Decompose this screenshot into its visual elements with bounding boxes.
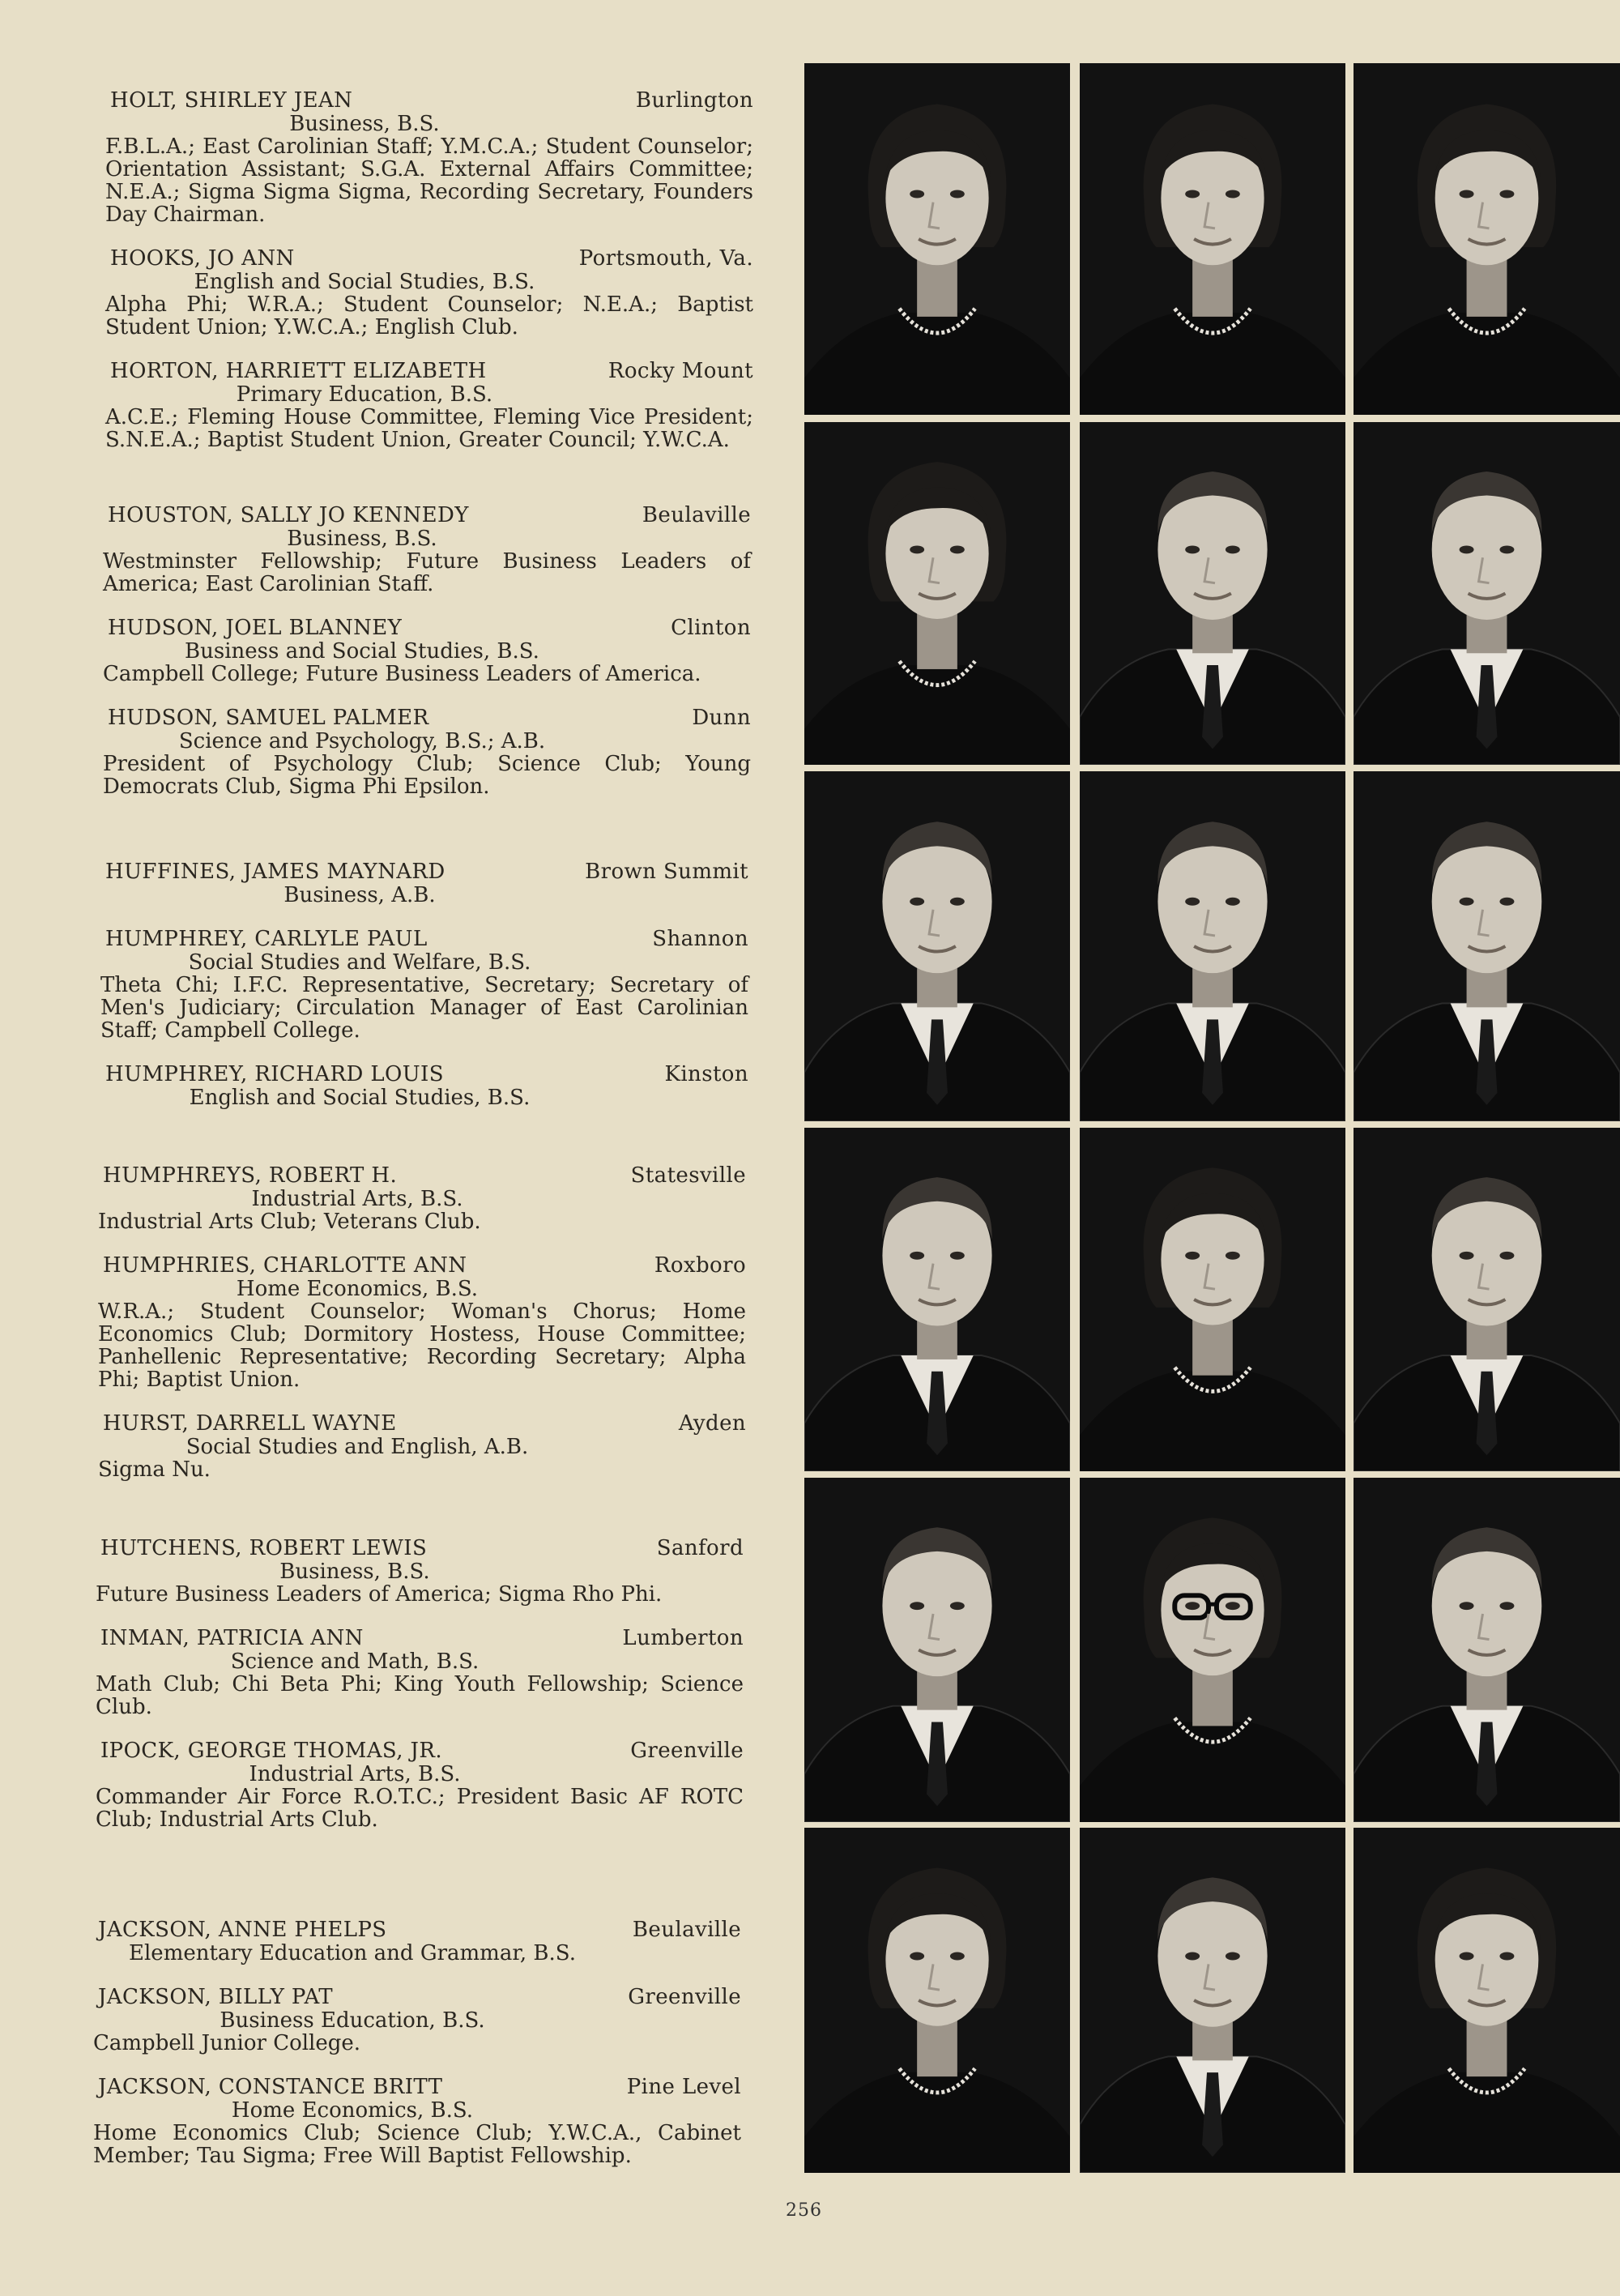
student-group: [93, 1918, 741, 2188]
student-entry: [93, 1918, 741, 1965]
student-portrait: [1354, 422, 1620, 765]
student-name: HUTCHENS, ROBERT LEWIS: [100, 1536, 428, 1560]
student-portrait: [1080, 63, 1345, 415]
student-entry: [100, 860, 748, 907]
activities: Home Economics Club; Science Club; Y.W.C.A., Cabinet Member; Tau Sigma; Free Will Baptist Fellowship.: [93, 2121, 741, 2168]
student-portrait: [1354, 63, 1620, 415]
entry-heading: [100, 860, 748, 884]
entry-heading: [105, 360, 753, 383]
entry-heading: [93, 2076, 741, 2099]
student-entry: [100, 928, 748, 1042]
hometown: Beulaville: [642, 503, 751, 527]
entry-heading: [96, 1537, 744, 1560]
student-name: IPOCK, GEORGE THOMAS, JR.: [100, 1739, 442, 1763]
student-portrait: [804, 1128, 1070, 1471]
entry-heading: [93, 1918, 741, 1942]
page-number: 256: [786, 2200, 822, 2221]
student-name: HUFFINES, JAMES MAYNARD: [105, 860, 446, 884]
student-entry: [96, 1537, 744, 1606]
student-entry: [93, 1986, 741, 2055]
entry-heading: [105, 89, 753, 113]
degree-major: English and Social Studies, B.S.: [194, 270, 535, 294]
entry-heading: [96, 1627, 744, 1650]
activities: Campbell College; Future Business Leaders of America.: [103, 662, 701, 686]
student-name: HUMPHREY, CARLYLE PAUL: [105, 927, 428, 951]
student-name: INMAN, PATRICIA ANN: [100, 1626, 364, 1650]
degree-major: Industrial Arts, B.S.: [249, 1762, 461, 1786]
degree-major: Elementary Education and Grammar, B.S.: [129, 1941, 576, 1965]
hometown: Portsmouth, Va.: [578, 246, 753, 271]
student-entry: [98, 1254, 746, 1391]
activities: Future Business Leaders of America; Sigma Rho Phi.: [96, 1582, 663, 1607]
degree-major: Social Studies and English, A.B.: [185, 1435, 529, 1459]
degree-major: Business and Social Studies, B.S.: [185, 639, 539, 664]
student-portrait: [804, 63, 1070, 415]
student-entry: [96, 1627, 744, 1718]
hometown: Roxboro: [654, 1253, 746, 1278]
entry-heading: [103, 617, 751, 640]
activities: Alpha Phi; W.R.A.; Student Counselor; N.E.A.; Baptist Student Union; Y.W.C.A.; English Club.: [105, 292, 753, 339]
hometown: Ayden: [678, 1411, 746, 1436]
student-group: [96, 1537, 744, 1852]
entry-heading: [93, 1986, 741, 2009]
student-group: [103, 504, 751, 819]
student-name: HOLT, SHIRLEY JEAN: [110, 88, 353, 113]
degree-major: Science and Psychology, B.S.; A.B.: [178, 729, 546, 753]
student-group: [100, 860, 748, 1130]
degree-major: Industrial Arts, B.S.: [251, 1187, 463, 1211]
degree-major: English and Social Studies, B.S.: [189, 1086, 531, 1110]
student-group: [105, 89, 753, 472]
student-portrait: [1080, 422, 1345, 765]
portrait-grid: [792, 63, 1620, 2173]
student-entry: [103, 504, 751, 595]
hometown: Pine Level: [626, 2075, 741, 2099]
student-name: HUMPHREY, RICHARD LOUIS: [105, 1062, 444, 1086]
hometown: Shannon: [652, 927, 748, 951]
degree-major: Social Studies and Welfare, B.S.: [188, 950, 531, 975]
degree-major: Business, B.S.: [279, 1560, 430, 1584]
activities: F.B.L.A.; East Carolinian Staff; Y.M.C.A.; Student Counselor; Orientation Assistant; S.G.A. External Affairs Committee; N.E.A.; Sigma Sigma Sigma, Recording Secretary, Founders Day Chairman.: [105, 134, 753, 227]
activities: President of Psychology Club; Science Club; Young Democrats Club, Sigma Phi Epsilon.: [103, 752, 751, 799]
student-entry: [93, 2076, 741, 2167]
student-portrait: [1354, 1478, 1620, 1822]
entry-heading: [100, 928, 748, 951]
student-portrait: [1080, 771, 1345, 1121]
student-name: HUDSON, SAMUEL PALMER: [108, 706, 429, 730]
degree-major: Science and Math, B.S.: [230, 1649, 480, 1674]
student-name: HURST, DARRELL WAYNE: [103, 1411, 397, 1436]
entry-heading: [103, 706, 751, 730]
student-name: HORTON, HARRIETT ELIZABETH: [110, 359, 487, 383]
entry-heading: [105, 247, 753, 271]
student-entry: [103, 706, 751, 798]
degree-major: Business, B.S.: [289, 112, 440, 136]
student-name: HOOKS, JO ANN: [110, 246, 295, 271]
hometown: Rocky Mount: [608, 359, 753, 383]
student-entry: [105, 360, 753, 451]
student-name: HOUSTON, SALLY JO KENNEDY: [108, 503, 469, 527]
hometown: Beulaville: [632, 1918, 741, 1942]
student-portrait: [1080, 1478, 1345, 1822]
activities: Industrial Arts Club; Veterans Club.: [98, 1210, 481, 1234]
student-entry: [103, 617, 751, 685]
activities: A.C.E.; Fleming House Committee, Fleming Vice President; S.N.E.A.; Baptist Student Union, Greater Council; Y.W.C.A.: [105, 405, 753, 452]
student-name: HUMPHREYS, ROBERT H.: [103, 1163, 398, 1188]
hometown: Lumberton: [622, 1626, 744, 1650]
student-name: HUDSON, JOEL BLANNEY: [108, 616, 403, 640]
activities: Theta Chi; I.F.C. Representative, Secretary; Secretary of Men's Judiciary; Circulation Manager of East Carolinian Staff; Campbell College.: [100, 973, 748, 1043]
entry-heading: [100, 1063, 748, 1086]
student-portrait: [1080, 1128, 1345, 1471]
hometown: Burlington: [635, 88, 753, 113]
student-portrait: [1080, 1828, 1345, 2173]
hometown: Kinston: [664, 1062, 748, 1086]
activities: Westminster Fellowship; Future Business Leaders of America; East Carolinian Staff.: [103, 549, 751, 596]
hometown: Statesville: [630, 1163, 746, 1188]
degree-major: Business, B.S.: [287, 527, 437, 551]
student-portrait: [804, 422, 1070, 765]
degree-major: Business, A.B.: [284, 883, 436, 907]
activities: Sigma Nu.: [98, 1457, 211, 1482]
degree-major: Primary Education, B.S.: [236, 382, 493, 407]
entry-heading: [103, 504, 751, 527]
hometown: Greenville: [628, 1985, 741, 2009]
hometown: Brown Summit: [585, 860, 748, 884]
student-portrait: [1354, 1828, 1620, 2173]
student-name: JACKSON, CONSTANCE BRITT: [98, 2075, 443, 2099]
student-entry: [96, 1739, 744, 1831]
activities: Campbell Junior College.: [93, 2031, 361, 2055]
activities: Commander Air Force R.O.T.C.; President Basic AF ROTC Club; Industrial Arts Club.: [96, 1785, 744, 1832]
entry-heading: [98, 1254, 746, 1278]
student-entry: [105, 89, 753, 226]
student-portrait: [1354, 1128, 1620, 1471]
student-entry: [98, 1164, 746, 1233]
student-entry: [100, 1063, 748, 1109]
student-entry: [98, 1412, 746, 1481]
hometown: Greenville: [630, 1739, 744, 1763]
entry-heading: [96, 1739, 744, 1763]
student-portrait: [804, 1478, 1070, 1822]
student-group: [98, 1164, 746, 1502]
activities: W.R.A.; Student Counselor; Woman's Chorus; Home Economics Club; Dormitory Hostess, House Committee; Panhellenic Representative; Recording Secretary; Alpha Phi; Baptist Union.: [98, 1300, 746, 1392]
degree-major: Business Education, B.S.: [220, 2008, 485, 2033]
degree-major: Home Economics, B.S.: [236, 1277, 479, 1301]
student-name: JACKSON, ANNE PHELPS: [98, 1918, 387, 1942]
student-name: JACKSON, BILLY PAT: [98, 1985, 333, 2009]
student-portrait: [804, 771, 1070, 1121]
student-name: HUMPHRIES, CHARLOTTE ANN: [103, 1253, 467, 1278]
entry-heading: [98, 1412, 746, 1436]
degree-major: Home Economics, B.S.: [231, 2098, 474, 2123]
hometown: Clinton: [671, 616, 751, 640]
student-portrait: [804, 1828, 1070, 2173]
hometown: Sanford: [656, 1536, 744, 1560]
student-entry: [105, 247, 753, 339]
student-portrait: [1354, 771, 1620, 1121]
activities: Math Club; Chi Beta Phi; King Youth Fellowship; Science Club.: [96, 1672, 744, 1719]
hometown: Dunn: [692, 706, 751, 730]
entry-heading: [98, 1164, 746, 1188]
